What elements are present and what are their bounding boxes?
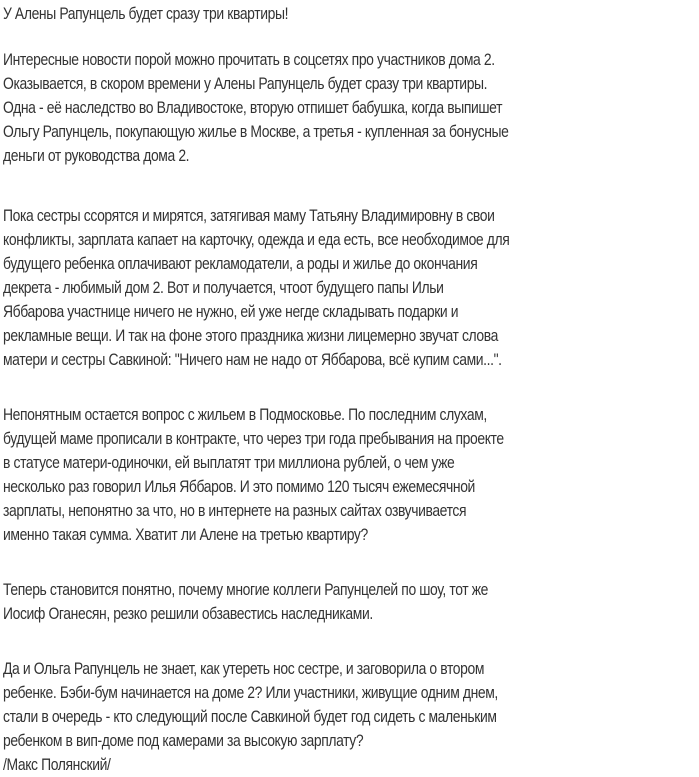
text-line: деньги от руководства дома 2.: [3, 147, 190, 165]
text-line: Яббарова участнице ничего не нужно, ей уже негде складывать подарки и: [3, 303, 459, 321]
text-line: Ольгу Рапунцель, покупающую жилье в Москве, а третья - купленная за бонусные: [3, 123, 509, 141]
text-line: декрета - любимый дом 2. Вот и получается, чтоот будущего папы Ильи: [3, 279, 444, 297]
text-line: Да и Ольга Рапунцель не знает, как утереть нос сестре, и заговорила о втором: [3, 660, 485, 678]
author-signature: /Макс Полянский/: [3, 756, 111, 774]
text-line: зарплаты, непонятно за что, но в интернете на разных сайтах озвучивается: [3, 502, 467, 520]
text-line: Иосиф Оганесян, резко решили обзавестись наследниками.: [3, 605, 373, 623]
text-line: Оказывается, в скором времени у Алены Рапунцель будет сразу три квартиры.: [3, 75, 488, 93]
text-line: конфликты, зарплата капает на карточку, одежда и еда есть, все необходимое для: [3, 231, 510, 249]
text-line: Непонятным остается вопрос с жильем в Подмосковье. По последним слухам,: [3, 406, 487, 424]
text-line: стали в очередь - кто следующий после Савкиной будет год сидеть с маленьким: [3, 708, 497, 726]
text-line: несколько раз говорил Илья Яббаров. И это помимо 120 тысяч ежемесячной: [3, 478, 475, 496]
article-title: У Алены Рапунцель будет сразу три квартиры!: [3, 5, 289, 23]
text-line: именно такая сумма. Хватит ли Алене на третью квартиру?: [3, 526, 368, 544]
text-line: Пока сестры ссорятся и мирятся, затягивая маму Татьяну Владимировну в свои: [3, 207, 495, 225]
text-line: ребенком в вип-доме под камерами за высокую зарплату?: [3, 732, 364, 750]
text-line: Интересные новости порой можно прочитать в соцсетях про участников дома 2.: [3, 51, 495, 69]
text-line: Одна - её наследство во Владивостоке, вторую отпишет бабушка, когда выпишет: [3, 99, 503, 117]
text-line: будущего ребенка оплачивают рекламодатели, а роды и жилье до окончания: [3, 255, 478, 273]
text-line: ребенке. Бэби-бум начинается на доме 2? Или участники, живущие одним днем,: [3, 684, 498, 702]
text-line: Теперь становится понятно, почему многие коллеги Рапунцелей по шоу, тот же: [3, 581, 489, 599]
text-line: рекламные вещи. И так на фоне этого праздника жизни лицемерно звучат слова: [3, 327, 498, 345]
text-line: будущей маме прописали в контракте, что через три года пребывания на проекте: [3, 430, 504, 448]
text-line: в статусе матери-одиночки, ей выплатят три миллиона рублей, о чем уже: [3, 454, 455, 472]
text-line: матери и сестры Савкиной: "Ничего нам не надо от Яббарова, всё купим сами...".: [3, 351, 502, 369]
